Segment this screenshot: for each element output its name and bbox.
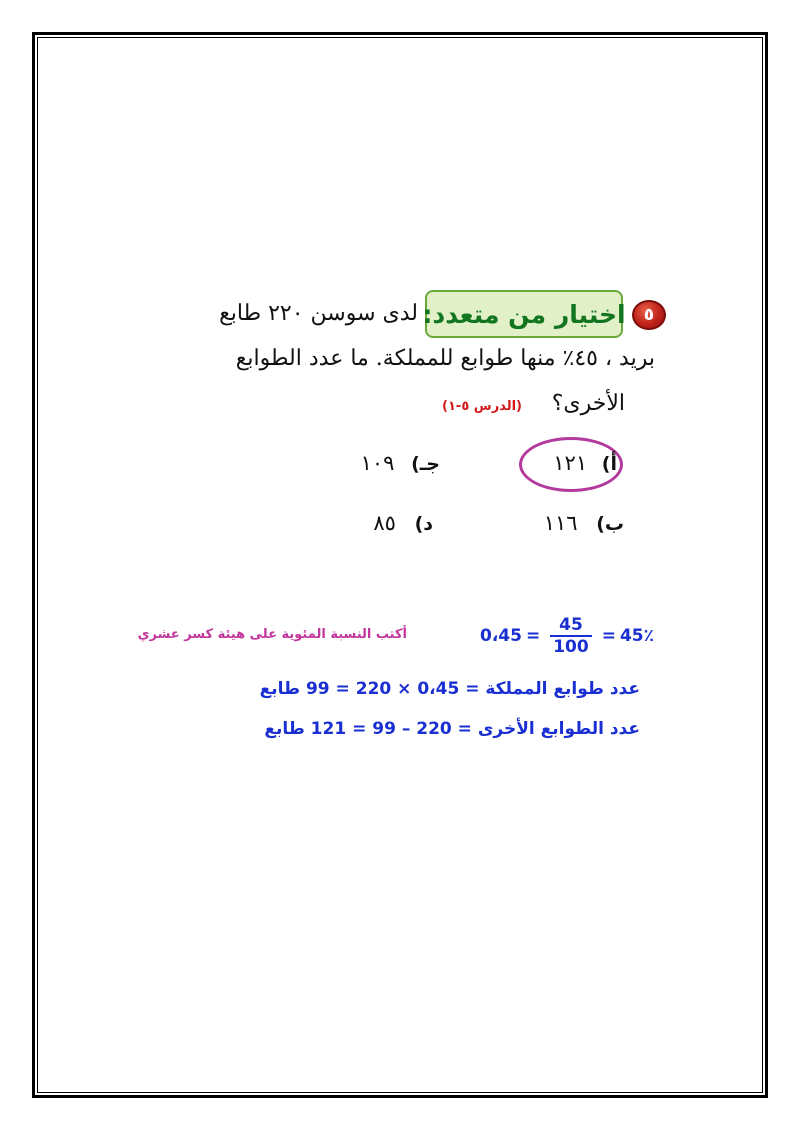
choice-c-letter: جـ): [411, 453, 440, 475]
solution-step-2: عدد طوابع المملكة = 0،45 × 220 = 99 طابع: [259, 679, 640, 699]
choice-a[interactable]: [553, 451, 617, 475]
choice-d-letter: د): [414, 513, 433, 535]
choice-c[interactable]: [361, 451, 440, 475]
choice-b-letter: ب): [596, 513, 624, 535]
step1-result: 0،45: [480, 626, 522, 646]
question-text-line-1: لدى سوسن ٢٢٠ طابع: [219, 301, 418, 326]
choice-c-value: ١٠٩: [360, 451, 395, 475]
choice-a-letter: أ): [601, 453, 617, 475]
question-type-text: اختيار من متعدد:: [422, 299, 626, 329]
solution-step-3: عدد الطوابع الأخرى = 220 – 99 = 121 طابع: [264, 719, 640, 739]
fraction-denominator: 100: [553, 637, 589, 657]
step1-equals-2: =: [601, 626, 616, 646]
step1-equals-1: =: [525, 626, 541, 646]
question-text-line-2: بريد ، ٤٥٪ منها طوابع للمملكة. ما عدد الطوابع: [235, 346, 655, 371]
page-border-inner: [37, 37, 763, 1093]
question-number-badge: ٥: [632, 300, 666, 330]
choice-d-value: ٨٥: [373, 511, 396, 535]
solution-hint: أكتب النسبة المئوية على هيئة كسر عشري: [137, 627, 407, 642]
solution-step-1: [480, 612, 654, 660]
lesson-reference: (الدرس ٥-١): [442, 399, 522, 414]
step1-percent: 45٪: [619, 626, 654, 646]
question-text-line-3: الأخرى؟: [551, 391, 625, 416]
choice-b-value: ١١٦: [543, 511, 578, 535]
question-type-label: [422, 290, 626, 338]
fraction-numerator: 45: [559, 615, 583, 635]
choice-b[interactable]: [544, 511, 624, 535]
choice-a-value: ١٢١: [553, 451, 588, 475]
choice-d[interactable]: [373, 511, 433, 535]
step1-fraction: [550, 615, 592, 657]
